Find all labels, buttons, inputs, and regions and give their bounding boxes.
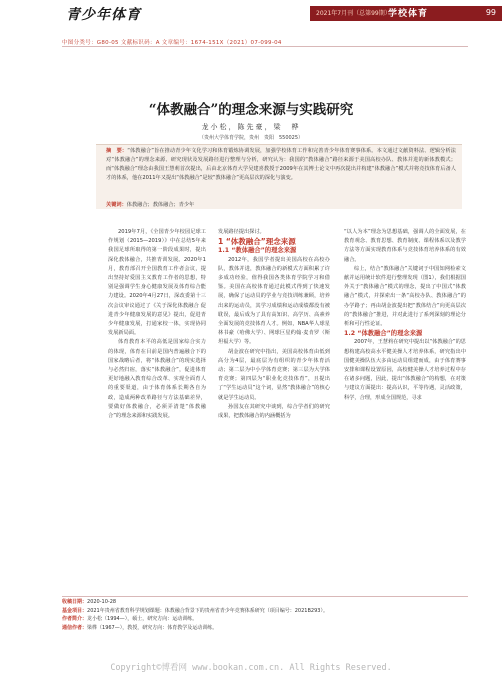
paragraph: “以人为本”理念为思想基础，强调人的全面发展，在教育观念、教育思想、教育制度、课程体系以及教学方法等方面实现教育体系与竞技体育培养体系的有效融合。	[344, 229, 466, 263]
page-number: 99	[485, 8, 496, 17]
paragraph: 体育教育本平的高低是国家综合实力的体现，体育在目前是国内普遍融合下的国家战略后者，将“体教融合”的现实选择与必然归宿，落实“体教融合”，促进体育更好地融入教育综合改革、实现全面育人的重要渠道，由于体育体系长期各自为政，造成两种改革路径与方法基础差异，要做好体教融合，必须弄清楚“体教融合”的理念来源和实践发展。	[108, 339, 206, 420]
abstract	[106, 147, 456, 183]
page-header	[0, 0, 502, 30]
subsection-heading-1-1: 1.1 “教体融合”的理念来源	[218, 247, 297, 255]
footnote-rule	[62, 596, 468, 597]
body-column-1	[108, 228, 206, 421]
journal-logo: 青少年体育	[66, 7, 141, 23]
abstract-label: 摘 要：	[106, 148, 128, 154]
header-rule	[62, 46, 468, 47]
footnote-received	[62, 598, 472, 607]
issue-label: 2021年7月刊（总第99期）	[316, 10, 391, 17]
body-column-3	[344, 228, 466, 403]
section-label: 学校体育	[388, 9, 429, 19]
subsection-heading-1-2: 1.2 “体教融合”的理念来源	[344, 330, 423, 338]
keywords-text: 体教融合；教体融合；青少年	[126, 202, 195, 208]
paragraph: 胡金波在研究中指出，美国高校体育由低到高分为4层，最底层为有组织的青少年体育活动；第二层为中小学体育竞赛；第三层为大学体育竞赛；第四层为“职业化竞技体育”，且提出了“学生运动员”这个词，显然“教体融合”的核心就是学生运动员。	[218, 348, 330, 401]
footnote-label: 收稿日期：	[62, 599, 88, 605]
paragraph: 2012年，我国学者提出美国高校在高校办队，教体并进，教体融合的新模式方面积累了许多成功经验，值得我国各类体育学院学习和借鉴。美国在高校体育通过此模式得到了快速发展，确保了运动员的学业与竞技训练兼顾，培养出来的运动员，其学习成绩和运动成绩都没有被耽误，最后成为了具有高知识、高学历、高素养全面发展的竞技体育人才。例如，NBA华人球星林书豪（哈佛大学）、网球巨星约翰·麦肯罗（斯坦福大学）等。	[218, 256, 330, 346]
footnote-funding	[62, 607, 472, 616]
classification-line: 中图分类号：G80-05 文献标识码：A 文章编号：1674-151X（2021）07-099-04	[62, 40, 282, 46]
footnote-text: 龙小松（1994—），硕士，研究方向：运动训练。	[87, 616, 198, 622]
footnote-label: 通信作者：	[62, 624, 88, 631]
paragraph: 综上，结合“教体融合”关键词于中国知网检索文献并运用统计软件进行整理发现（图1），我们根据国外关于“教体融合”模式的理念，提出了中国式“体教融合”模式，并探索出一条“高校办队、教体融合”的办学路子；再由胡金波提出把“教体结合”向更高层次的“教体融合”推进，并对此进行了系列深刻的理论分析和可行性论证。	[344, 265, 466, 328]
footnote-author	[62, 615, 472, 624]
footnote-corresponding	[62, 624, 472, 633]
footnote-label: 基金项目：	[62, 607, 88, 614]
footnote-label: 作者简介：	[62, 616, 88, 622]
footnote-text: 2021年贵州省教育科学规划课题：体教融合背景下的贵州省青少年竞赛体系研究（项目编号：2021B293）。	[87, 607, 328, 614]
body-column-2	[218, 228, 330, 421]
article-title: “体教融合”的理念来源与实践研究	[148, 102, 354, 118]
section-heading-1: 1 “体教融合”理念来源	[218, 237, 296, 247]
keywords	[106, 201, 456, 208]
paragraph: 2019年7月，《全国青少年校园足球工作规划（2015—2019）》中在总结5年来我国足球所取得的第一阶段成果时，提出深化教体融合，共推青训发展。2020年1月，教育部召开全国教育工作者会议，提出坚持好爱国主义教育工作者的思想，特别是强调学生身心健康发展及体育综合能力建设。2020年4月27日，深改委第十三次会议审议通过了《关于深化体教融合 促进青少年健康发展的意见》提出，促进青少年健康发展，打通家校一体，实现协同发展新局面。	[108, 229, 206, 337]
abstract-text: “体教融合”旨在推动青少年文化学习和体育锻炼协调发展，加强学校体育工作和完善青少年体育赛事体系。本文通过文献资料法、逻辑分析法对“体教融合”的理念来源、研究现状及发展路径进行整理与分析，研究认为：我国的“教体融合”路径来源于美国高校办队、教体并进的新体教模式；而“体教融合”理念由我国王慧莉首次提出，后由北京体育大学吴建喜教授于2009年在其博士论文中再次提出并构建“体教融合”模式并将竞技体育后备人才的体系，他在2011年又提出“体教融合”是较“教体融合”更高层次的深化与演变。	[106, 148, 456, 182]
footnote-text: 2020-10-28	[87, 599, 117, 605]
paragraph: 2007年，王慧莉在研究中提出以“体教融合”的思想构建高校高水平健美操人才培养体系，研究指出中国健美操队伍大多由运动员组建而成，由于体育赛事安排和课程设置原因，高校健美操人才培养过程中存在诸多问题，因此，提出“体教融合”的构想，在对策与建议方面提出：提高认识，平等待遇，灵活政策，科学，合理，形成全国规范，寻求	[344, 339, 466, 401]
issue-banner	[310, 6, 502, 21]
footnotes	[62, 598, 472, 632]
paragraph: 发展路径提出探讨。	[218, 229, 265, 235]
paragraph: 孙国友在其研究中谈到，综合学者们的研究成果，把教体融合的内涵概括为	[218, 403, 330, 420]
keywords-label: 关键词：	[106, 202, 127, 208]
footnote-text: 梁桦（1967—），教授，研究方向：体育教学及运动训练。	[87, 624, 218, 631]
copyright-watermark: Copyright©博看网 www.bookan.com.cn. All Rights Reserved.	[110, 663, 392, 673]
affiliation: （贵州大学体育学院，贵州 贵阳 550025）	[198, 135, 304, 141]
authors: 龙小松，陈先豪，梁 桦	[201, 123, 301, 131]
